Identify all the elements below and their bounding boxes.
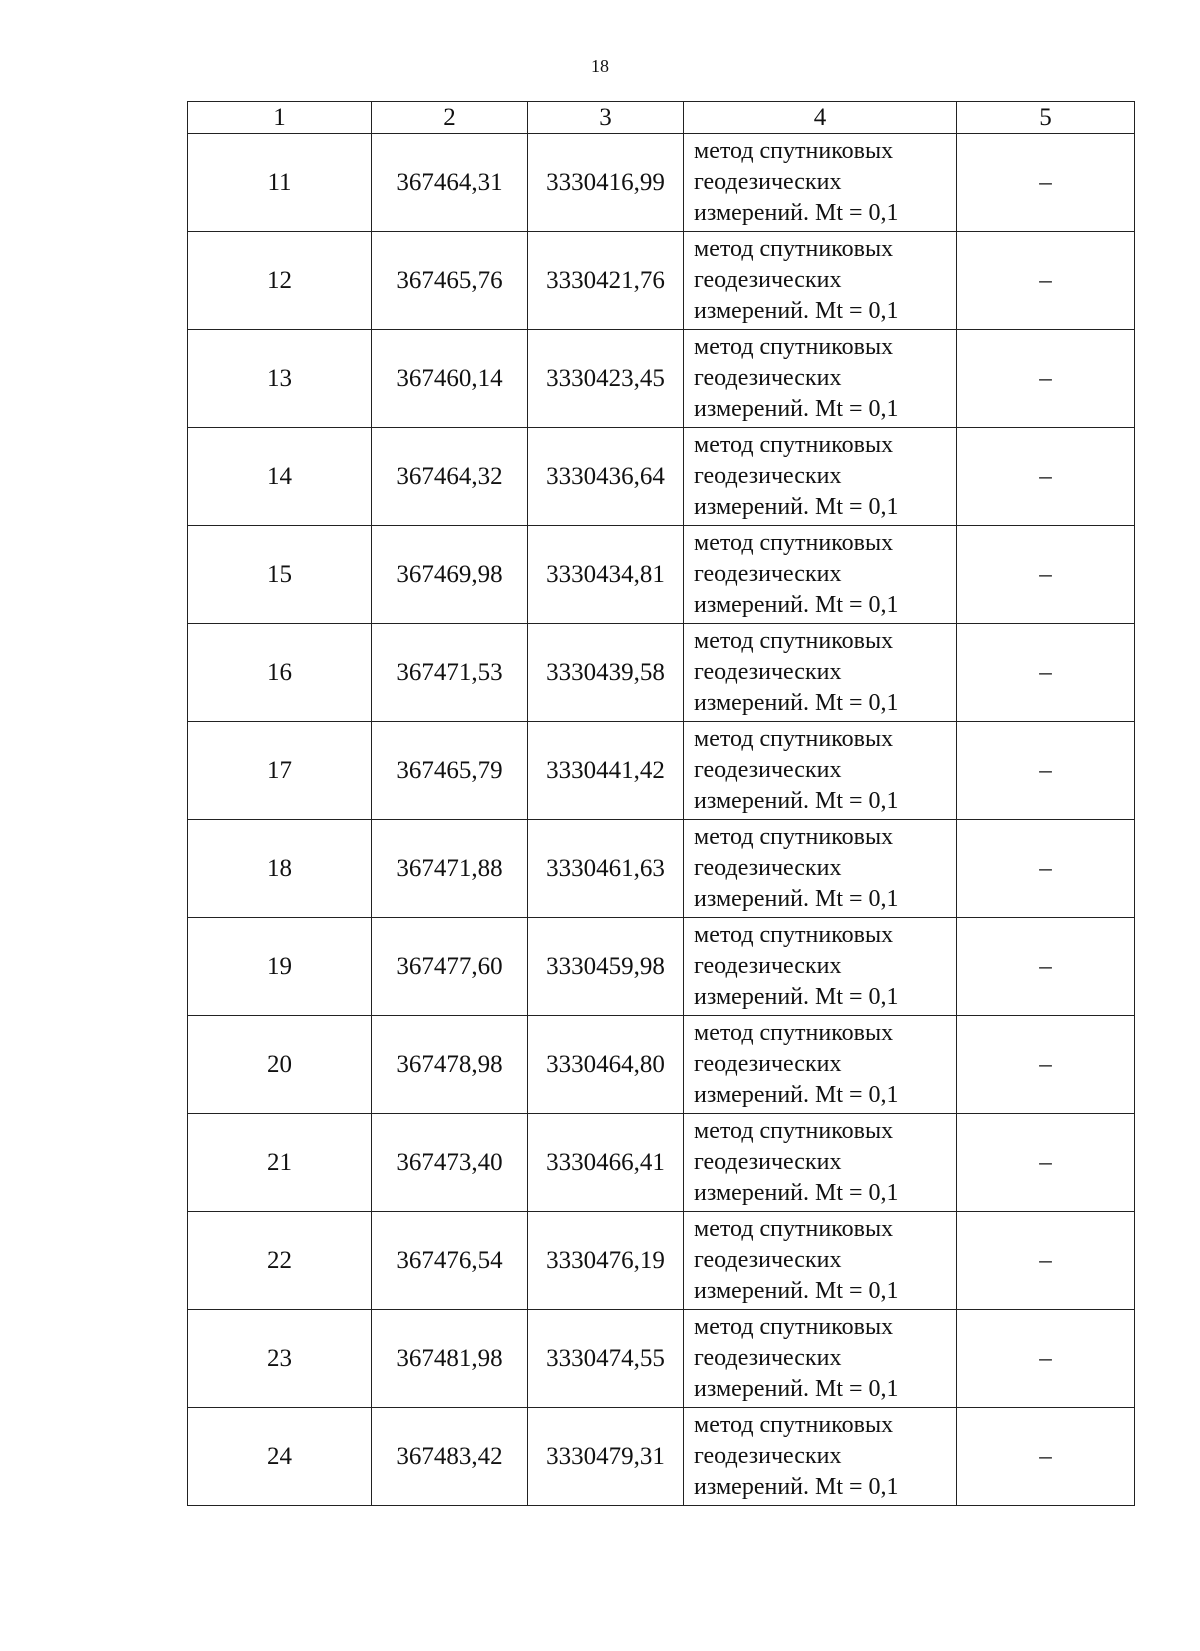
method-line: метод спутниковых <box>694 628 894 654</box>
column-header-3: 3 <box>528 102 684 134</box>
method-line: метод спутниковых <box>694 1118 894 1144</box>
method-line: измерений. Mt = 0,1 <box>694 1180 899 1206</box>
point-number: 24 <box>188 1408 372 1506</box>
method-line: геодезических <box>694 267 842 293</box>
coordinate-x: 367481,98 <box>372 1310 528 1408</box>
note-dash: – <box>957 624 1135 722</box>
method-line: метод спутниковых <box>694 530 894 556</box>
method-line: геодезических <box>694 1051 842 1077</box>
method-line: геодезических <box>694 1247 842 1273</box>
table-row <box>188 722 1135 820</box>
method-line: метод спутниковых <box>694 334 894 360</box>
method-line: измерений. Mt = 0,1 <box>694 592 899 618</box>
method-line: метод спутниковых <box>694 1216 894 1242</box>
coordinate-y: 3330434,81 <box>528 526 684 624</box>
point-number: 20 <box>188 1016 372 1114</box>
point-number: 11 <box>188 134 372 232</box>
coordinate-x: 367465,76 <box>372 232 528 330</box>
coordinate-x: 367478,98 <box>372 1016 528 1114</box>
method-line: измерений. Mt = 0,1 <box>694 690 899 716</box>
table-row <box>188 1212 1135 1310</box>
table-row <box>188 232 1135 330</box>
coordinate-y: 3330436,64 <box>528 428 684 526</box>
method-line: геодезических <box>694 1149 842 1175</box>
table-row <box>188 918 1135 1016</box>
coordinates-table <box>187 101 1135 1506</box>
method-line: геодезических <box>694 659 842 685</box>
column-header-4: 4 <box>684 102 957 134</box>
column-header-5: 5 <box>957 102 1135 134</box>
method-line: измерений. Mt = 0,1 <box>694 1082 899 1108</box>
note-dash: – <box>957 722 1135 820</box>
measurement-method <box>684 134 957 232</box>
coordinate-x: 367476,54 <box>372 1212 528 1310</box>
note-dash: – <box>957 1408 1135 1506</box>
header-row <box>188 102 1135 134</box>
table-row <box>188 330 1135 428</box>
table-row <box>188 1310 1135 1408</box>
note-dash: – <box>957 918 1135 1016</box>
method-line: измерений. Mt = 0,1 <box>694 886 899 912</box>
coordinate-y: 3330421,76 <box>528 232 684 330</box>
coordinate-y: 3330461,63 <box>528 820 684 918</box>
point-number: 15 <box>188 526 372 624</box>
table-row <box>188 1016 1135 1114</box>
measurement-method <box>684 232 957 330</box>
note-dash: – <box>957 1212 1135 1310</box>
point-number: 18 <box>188 820 372 918</box>
coordinate-y: 3330474,55 <box>528 1310 684 1408</box>
coordinate-y: 3330439,58 <box>528 624 684 722</box>
method-line: измерений. Mt = 0,1 <box>694 396 899 422</box>
measurement-method <box>684 428 957 526</box>
measurement-method <box>684 526 957 624</box>
coordinate-y: 3330476,19 <box>528 1212 684 1310</box>
method-line: геодезических <box>694 463 842 489</box>
method-line: измерений. Mt = 0,1 <box>694 200 899 226</box>
note-dash: – <box>957 428 1135 526</box>
table-row <box>188 820 1135 918</box>
coordinate-y: 3330416,99 <box>528 134 684 232</box>
column-header-2: 2 <box>372 102 528 134</box>
method-line: измерений. Mt = 0,1 <box>694 494 899 520</box>
method-line: метод спутниковых <box>694 1314 894 1340</box>
measurement-method <box>684 1114 957 1212</box>
measurement-method <box>684 820 957 918</box>
measurement-method <box>684 1212 957 1310</box>
coordinate-x: 367469,98 <box>372 526 528 624</box>
point-number: 14 <box>188 428 372 526</box>
method-line: геодезических <box>694 561 842 587</box>
note-dash: – <box>957 134 1135 232</box>
table-row <box>188 428 1135 526</box>
note-dash: – <box>957 232 1135 330</box>
table-body <box>188 134 1135 1506</box>
coordinate-x: 367471,88 <box>372 820 528 918</box>
method-line: метод спутниковых <box>694 726 894 752</box>
note-dash: – <box>957 1016 1135 1114</box>
method-line: метод спутниковых <box>694 138 894 164</box>
page-number: 18 <box>591 56 609 76</box>
measurement-method <box>684 330 957 428</box>
measurement-method <box>684 722 957 820</box>
method-line: измерений. Mt = 0,1 <box>694 1376 899 1402</box>
method-line: геодезических <box>694 757 842 783</box>
coordinate-y: 3330466,41 <box>528 1114 684 1212</box>
method-line: геодезических <box>694 855 842 881</box>
method-line: измерений. Mt = 0,1 <box>694 1474 899 1500</box>
measurement-method <box>684 1016 957 1114</box>
coordinate-x: 367465,79 <box>372 722 528 820</box>
table-row <box>188 624 1135 722</box>
coordinate-y: 3330423,45 <box>528 330 684 428</box>
point-number: 12 <box>188 232 372 330</box>
point-number: 21 <box>188 1114 372 1212</box>
measurement-method <box>684 918 957 1016</box>
method-line: метод спутниковых <box>694 922 894 948</box>
point-number: 19 <box>188 918 372 1016</box>
note-dash: – <box>957 526 1135 624</box>
note-dash: – <box>957 820 1135 918</box>
measurement-method <box>684 624 957 722</box>
measurement-method <box>684 1310 957 1408</box>
note-dash: – <box>957 330 1135 428</box>
method-line: измерений. Mt = 0,1 <box>694 984 899 1010</box>
table-row <box>188 134 1135 232</box>
coordinate-y: 3330441,42 <box>528 722 684 820</box>
method-line: измерений. Mt = 0,1 <box>694 788 899 814</box>
table-row <box>188 1114 1135 1212</box>
measurement-method <box>684 1408 957 1506</box>
point-number: 13 <box>188 330 372 428</box>
method-line: метод спутниковых <box>694 236 894 262</box>
table-row <box>188 526 1135 624</box>
method-line: геодезических <box>694 365 842 391</box>
coordinate-x: 367460,14 <box>372 330 528 428</box>
method-line: метод спутниковых <box>694 1412 894 1438</box>
method-line: геодезических <box>694 169 842 195</box>
coordinate-x: 367464,32 <box>372 428 528 526</box>
method-line: метод спутниковых <box>694 432 894 458</box>
method-line: измерений. Mt = 0,1 <box>694 1278 899 1304</box>
coordinate-x: 367464,31 <box>372 134 528 232</box>
point-number: 17 <box>188 722 372 820</box>
method-line: геодезических <box>694 1443 842 1469</box>
coordinate-x: 367473,40 <box>372 1114 528 1212</box>
coordinate-x: 367483,42 <box>372 1408 528 1506</box>
note-dash: – <box>957 1114 1135 1212</box>
coordinate-y: 3330479,31 <box>528 1408 684 1506</box>
point-number: 22 <box>188 1212 372 1310</box>
point-number: 16 <box>188 624 372 722</box>
method-line: метод спутниковых <box>694 824 894 850</box>
coordinate-y: 3330464,80 <box>528 1016 684 1114</box>
method-line: геодезических <box>694 1345 842 1371</box>
column-header-1: 1 <box>188 102 372 134</box>
coordinate-x: 367477,60 <box>372 918 528 1016</box>
method-line: геодезических <box>694 953 842 979</box>
coordinate-x: 367471,53 <box>372 624 528 722</box>
method-line: метод спутниковых <box>694 1020 894 1046</box>
table-row <box>188 1408 1135 1506</box>
coordinate-y: 3330459,98 <box>528 918 684 1016</box>
point-number: 23 <box>188 1310 372 1408</box>
note-dash: – <box>957 1310 1135 1408</box>
method-line: измерений. Mt = 0,1 <box>694 298 899 324</box>
